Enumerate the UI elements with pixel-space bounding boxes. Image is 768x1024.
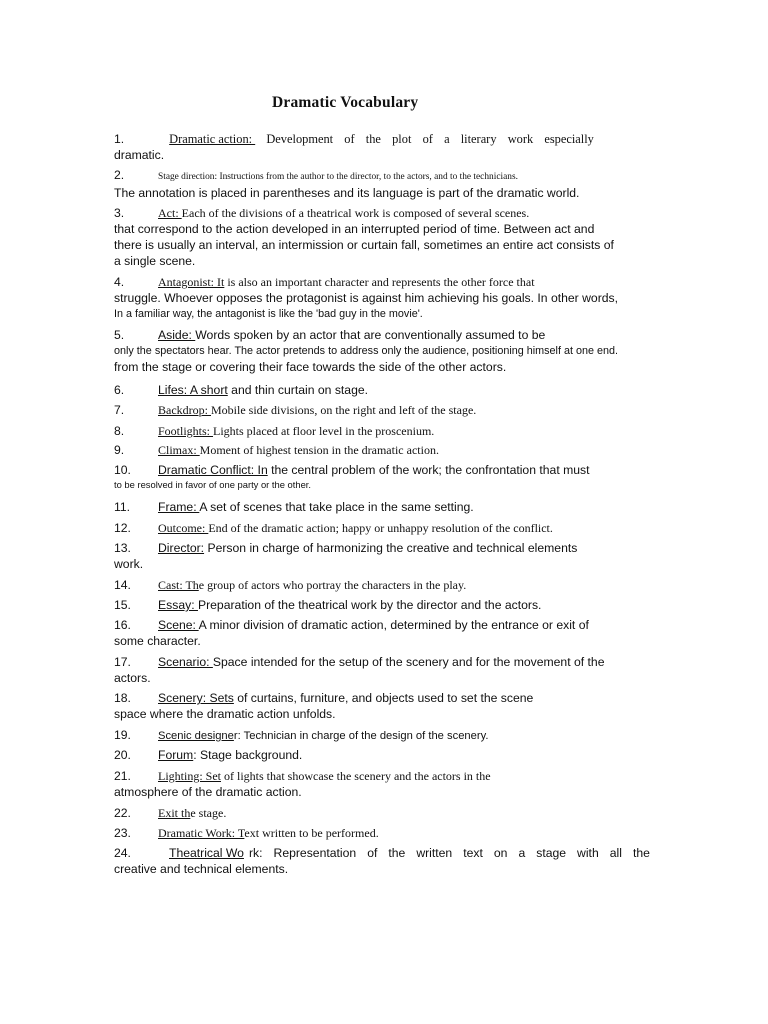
item-number: 10.: [114, 463, 131, 477]
vocab-item-10: [114, 462, 654, 492]
item-text: ext written to be performed.: [244, 826, 379, 840]
vocab-item-18: [114, 690, 654, 722]
item-term: Forum: [158, 748, 194, 762]
item-term: Dramatic Work: T: [158, 826, 245, 840]
item-number: 4.: [114, 275, 125, 289]
item-number: 23.: [114, 826, 131, 840]
item-continuation: a single scene.: [114, 254, 196, 268]
word: a: [518, 846, 526, 860]
item-continuation: that correspond to the action developed in an interrupted period of time. Between act and: [114, 222, 595, 236]
item-number: 24.: [114, 846, 131, 860]
item-number: 6.: [114, 383, 125, 397]
word: written: [416, 846, 453, 860]
item-term: Scene:: [158, 618, 199, 632]
vocab-item-21: [114, 768, 654, 800]
item-term: Exit th: [158, 806, 191, 820]
item-number: 1.: [114, 132, 125, 146]
word: stage: [536, 846, 567, 860]
item-term: Dramatic Conflict: In: [158, 463, 268, 477]
item-number: 15.: [114, 598, 131, 612]
item-term: Act:: [158, 206, 182, 220]
word: text: [463, 846, 483, 860]
item-term: Scenario:: [158, 655, 213, 669]
item-text: Person in charge of harmonizing the creative and technical elements: [204, 541, 578, 555]
item-term: Climax:: [158, 443, 200, 457]
item-term: Backdrop:: [158, 403, 211, 417]
word: plot: [392, 132, 412, 146]
word: on: [493, 846, 508, 860]
vocab-item-3: [114, 205, 654, 269]
item-continuation: creative and technical elements.: [114, 862, 289, 876]
item-number: 7.: [114, 403, 125, 417]
item-term: Antagonist: It: [158, 275, 225, 289]
vocab-item-8: [114, 423, 654, 439]
item-continuation: only the spectators hear. The actor pretends to address only the audience, positioning himself at one end.: [114, 345, 618, 357]
vocab-item-24: [114, 845, 650, 877]
item-text: : Stage background.: [193, 748, 303, 762]
item-continuation: work.: [114, 557, 144, 571]
word: all: [609, 846, 622, 860]
item-term: Frame:: [158, 500, 200, 514]
item-continuation: actors.: [114, 671, 151, 685]
word: especially: [544, 132, 594, 146]
item-number: 5.: [114, 328, 125, 342]
item-text: A minor division of dramatic action, determined by the entrance or exit of: [198, 618, 589, 632]
item-continuation: to be resolved in favor of one party or the other.: [114, 479, 311, 490]
word: rk:: [248, 846, 263, 860]
vocab-item-17: [114, 654, 654, 686]
item-term: Theatrical Wo: [169, 846, 244, 860]
item-text: is also an important character and represents the other force that: [224, 275, 535, 289]
word: with: [577, 846, 599, 860]
item-text: A set of scenes that take place in the same setting.: [199, 500, 474, 514]
item-term: Aside:: [158, 328, 196, 342]
item-continuation: from the stage or covering their face towards the side of the other actors.: [114, 360, 507, 374]
item-term: Cast: Th: [158, 578, 199, 592]
item-text: Mobile side divisions, on the right and left of the stage.: [211, 403, 477, 417]
vocab-item-11: [114, 499, 654, 515]
vocab-item-20: [114, 747, 654, 763]
item-text: the central problem of the work; the confrontation that must: [267, 463, 590, 477]
item-text: Stage direction: Instructions from the author to the director, to the actors, and to the technicians.: [158, 172, 518, 182]
item-continuation: space where the dramatic action unfolds.: [114, 707, 336, 721]
item-number: 16.: [114, 618, 131, 632]
item-text: End of the dramatic action; happy or unhappy resolution of the conflict.: [208, 521, 553, 535]
item-continuation: dramatic.: [114, 148, 165, 162]
item-text: Space intended for the setup of the scenery and for the movement of the: [212, 655, 605, 669]
item-term: Essay:: [158, 598, 198, 612]
item-term: Scenery: Sets: [158, 691, 234, 705]
word: Representation: [273, 846, 357, 860]
item-text: e group of actors who portray the characters in the play.: [198, 578, 467, 592]
word: work: [507, 132, 534, 146]
page-title: Dramatic Vocabulary: [272, 94, 419, 111]
item-text: r: Technician in charge of the design of the scenery.: [233, 730, 489, 742]
item-number: 8.: [114, 424, 125, 438]
item-text: and thin curtain on stage.: [227, 383, 369, 397]
item-continuation: struggle. Whoever opposes the protagonist is against him achieving his goals. In other words,: [114, 291, 619, 305]
vocab-item-23: [114, 825, 654, 841]
item-number: 12.: [114, 521, 131, 535]
word: of: [422, 132, 433, 146]
item-continuation: atmosphere of the dramatic action.: [114, 785, 302, 799]
word: the: [365, 132, 381, 146]
item-text: of lights that showcase the scenery and the actors in the: [221, 769, 491, 783]
item-continuation: In a familiar way, the antagonist is like the 'bad guy in the movie'.: [114, 308, 423, 320]
item-text: Preparation of the theatrical work by the director and the actors.: [197, 598, 542, 612]
word: Development: [266, 132, 334, 146]
item-number: 14.: [114, 578, 131, 592]
item-continuation: The annotation is placed in parentheses and its language is part of the dramatic world.: [114, 186, 580, 200]
item-number: 17.: [114, 655, 131, 669]
vocab-item-22: [114, 805, 654, 821]
word: a: [444, 132, 450, 146]
vocab-item-9: [114, 442, 654, 458]
vocab-item-4: [114, 274, 654, 322]
item-term: Director:: [158, 541, 205, 555]
vocab-item-13: [114, 540, 654, 572]
word: of: [367, 846, 378, 860]
vocab-item-15: [114, 597, 654, 613]
item-number: 11.: [114, 500, 131, 514]
word: the: [388, 846, 406, 860]
item-number: 20.: [114, 748, 131, 762]
item-text: Words spoken by an actor that are conventionally assumed to be: [195, 328, 546, 342]
item-number: 3.: [114, 206, 125, 220]
item-number: 2.: [114, 168, 125, 182]
item-text: Moment of highest tension in the dramatic action.: [199, 443, 439, 457]
item-number: 19.: [114, 728, 131, 742]
item-number: 13.: [114, 541, 131, 555]
vocab-item-14: [114, 577, 654, 593]
item-continuation: there is usually an interval, an intermission or curtain fall, sometimes an entire act consists of: [114, 238, 614, 252]
item-number: 18.: [114, 691, 131, 705]
vocab-item-1: [114, 131, 594, 163]
vocab-item-2: [114, 167, 654, 201]
item-term: Scenic designe: [158, 730, 234, 742]
item-number: 9.: [114, 443, 125, 457]
item-number: 22.: [114, 806, 131, 820]
item-text: Lights placed at floor level in the proscenium.: [213, 424, 435, 438]
vocab-item-19: [114, 727, 654, 744]
vocab-item-5: [114, 327, 654, 375]
word: of: [344, 132, 355, 146]
item-continuation: some character.: [114, 634, 201, 648]
vocab-item-7: [114, 402, 654, 418]
item-number: 21.: [114, 769, 131, 783]
vocab-item-12: [114, 520, 654, 536]
word: the: [632, 846, 650, 860]
vocab-item-6: [114, 382, 654, 398]
item-text: Each of the divisions of a theatrical work is composed of several scenes.: [181, 206, 530, 220]
word: literary: [460, 132, 497, 146]
item-text: of curtains, furniture, and objects used to set the scene: [233, 691, 534, 705]
item-text: e stage.: [190, 806, 227, 820]
vocab-item-16: [114, 617, 654, 649]
item-term: Footlights:: [158, 424, 214, 438]
item-term: Lifes: A short: [158, 383, 228, 397]
item-term: Lighting: Set: [158, 769, 221, 783]
item-term: Outcome:: [158, 521, 209, 535]
item-term: Dramatic action:: [169, 132, 256, 146]
